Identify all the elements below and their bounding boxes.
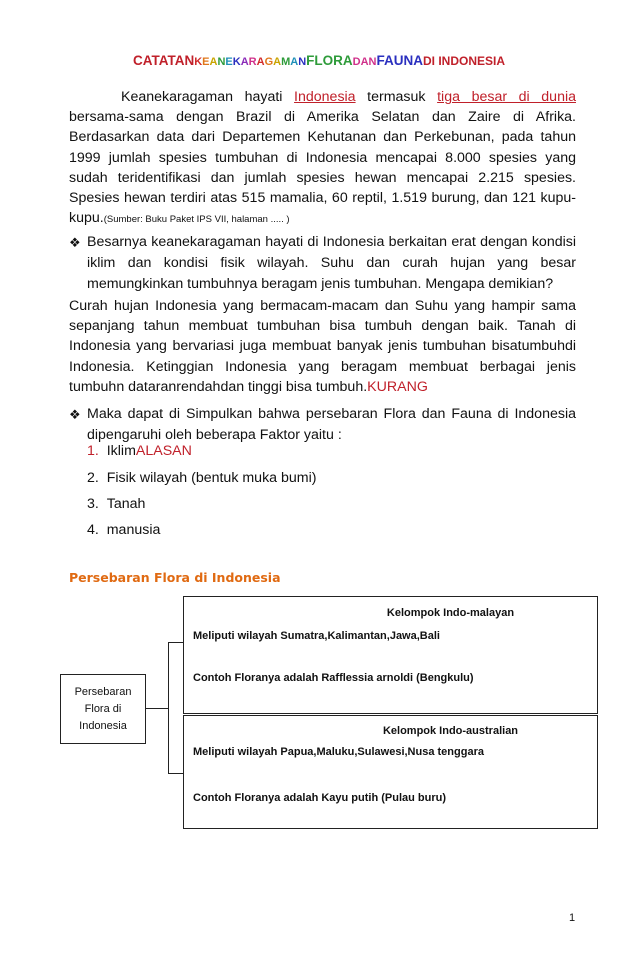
bullet-question-text: Besarnya keanekaragaman hayati di Indonesia berkaitan erat dengan kondisi iklim dan kondisi fisik wilayah. Suhu dan curah hujan yang besar memungkinkan tumbuhnya beragam jenis tumbuhan. Mengapa demikian?	[87, 234, 576, 292]
intro-text-2: termasuk	[355, 89, 438, 105]
intro-paragraph	[69, 87, 576, 230]
intro-text-3: bersama-sama dengan Brazil di Amerika Selatan dan Zaire di Afrika. Berdasarkan data dari Departemen Kehutanan dan Perkebunan, pada tahun 1999 jumlah spesies tumbuhan di Indonesia mencapai 8.000 spesies yang sudah teridentifikasi dan jumlah spesies hewan mencapai 2.215 spesies. Spesies hewan terdiri atas 515 mamalia, 60 reptil, 1.519 burung, dan 121 kupu-kupu.	[69, 109, 576, 227]
link-tiga-besar[interactable]: tiga besar di dunia	[437, 89, 576, 105]
connector-root	[144, 708, 168, 709]
title-part-flora: FLORA	[306, 53, 353, 68]
diagram-group-indo-australian	[183, 715, 598, 829]
intro-text-1: Keanekaragaman hayati	[121, 89, 295, 105]
list-item: 3. Tanah	[87, 496, 146, 512]
bullet-conclusion-text: Maka dapat di Simpulkan bahwa persebaran Flora dan Fauna di Indonesia dipengaruhi oleh beberapa Faktor yaitu :	[87, 406, 576, 443]
diagram-root-box: Persebaran Flora di Indonesia	[60, 674, 146, 744]
document-title	[0, 53, 638, 68]
group-region: Meliputi wilayah Papua,Maluku,Sulawesi,Nusa tenggara	[193, 746, 484, 758]
answer-mark: KURANG	[367, 378, 428, 395]
title-part-keanekaragaman: KEANEKARAGAMAN	[194, 56, 307, 68]
connector-top	[168, 642, 183, 643]
bullet-question	[69, 232, 576, 295]
title-part-di-indonesia: DI INDONESIA	[423, 54, 506, 68]
diamond-bullet-icon: ❖	[69, 407, 81, 422]
answer-text: Curah hujan Indonesia yang bermacam-macam dan Suhu yang hampir sama sepanjang tahun membuat tumbuhan bisa tumbuh dengan baik. Tanah di Indonesia yang bervariasi juga membuat banyak jenis tumbuhan bisatumbuhdi Indonesia. Ketinggian Indonesia yang beragam membuat berbagai jenis tumbuhn dataranrendahdan tinggi bisa tumbuh.	[69, 298, 576, 395]
group-title: Kelompok Indo-malayan	[386, 607, 515, 619]
group-title: Kelompok Indo-australian	[382, 725, 519, 737]
list-item: 4. manusia	[87, 522, 161, 538]
title-part-catatan: CATATAN	[132, 53, 195, 68]
source-note: (Sumber: Buku Paket IPS VII, halaman ..... )	[103, 214, 290, 226]
bullet-conclusion	[69, 404, 576, 446]
diamond-bullet-icon: ❖	[69, 235, 81, 250]
list-item: 2. Fisik wilayah (bentuk muka bumi)	[87, 470, 317, 486]
title-part-fauna: FAUNA	[376, 53, 423, 68]
connector-bottom	[168, 773, 183, 774]
list-item: 1. IklimALASAN	[87, 443, 192, 459]
diagram-group-indo-malayan	[183, 596, 598, 714]
connector-vertical	[168, 642, 169, 773]
link-indonesia[interactable]: Indonesia	[294, 89, 356, 105]
page-number: 1	[569, 912, 576, 924]
group-example: Contoh Floranya adalah Kayu putih (Pulau buru)	[193, 792, 447, 804]
group-example: Contoh Floranya adalah Rafflessia arnoldi (Bengkulu)	[193, 672, 474, 684]
title-part-dan: DAN	[352, 56, 377, 68]
group-region: Meliputi wilayah Sumatra,Kalimantan,Jawa,Bali	[193, 630, 440, 642]
section-title: Persebaran Flora di Indonesia	[69, 570, 281, 585]
answer-paragraph	[69, 296, 576, 397]
